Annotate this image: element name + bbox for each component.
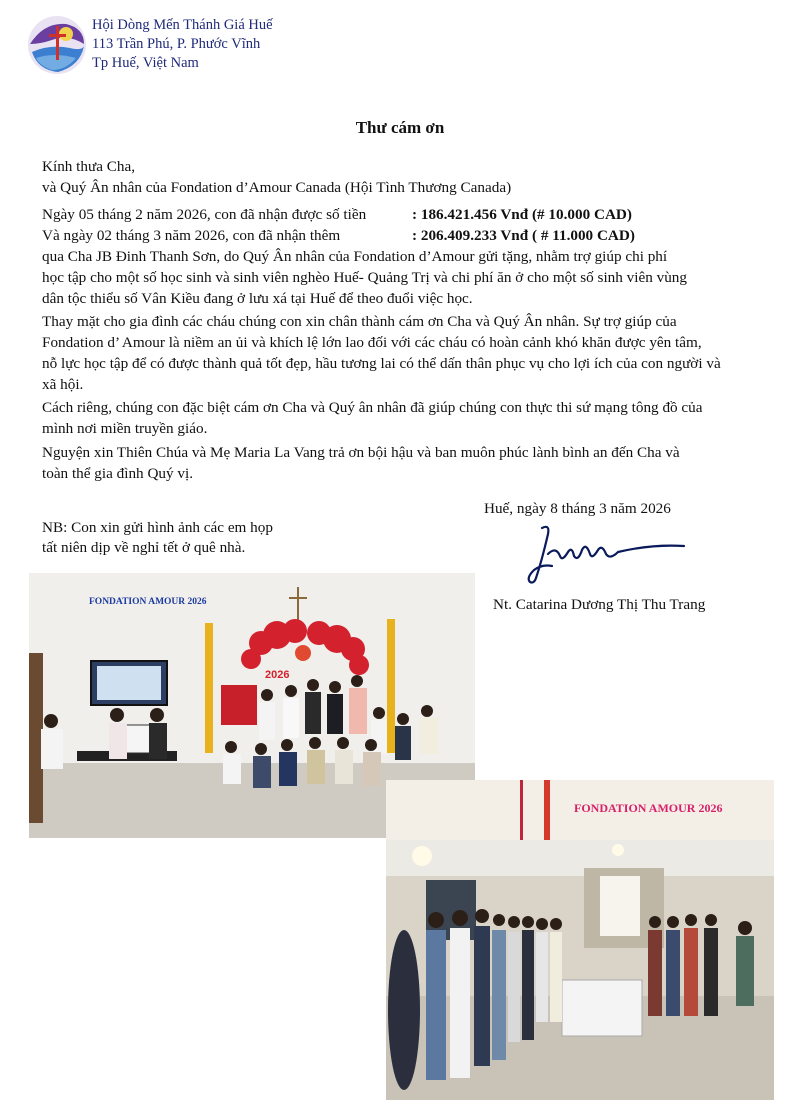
donation-line-1: [42, 204, 758, 225]
paragraph-2-line-4: xã hội.: [42, 376, 84, 393]
paragraph-3-line-1: Cách riêng, chúng con đặc biệt cám ơn Cha và Quý ân nhân đã giúp chúng con thực thi sứ mạng tông đồ của: [42, 399, 703, 416]
photo1-year: 2026: [265, 669, 290, 681]
paragraph-blessing: [42, 442, 758, 484]
paragraph-thanks: [42, 311, 758, 395]
congregation-logo: [26, 14, 88, 76]
salutation-line-1: Kính thưa Cha,: [42, 158, 136, 175]
note: [42, 518, 273, 558]
paragraph-1-line-5: dân tộc thiểu số Vân Kiều đang ở lưu xá tại Huế để theo đuổi việc học.: [42, 290, 473, 307]
paragraph-donations: [42, 204, 758, 309]
photo-hall-image: [386, 780, 774, 1100]
paragraph-4-line-1: Nguyện xin Thiên Chúa và Mẹ Maria La Vang trả ơn bội hậu và ban muôn phúc lành bình an đến Cha và: [42, 444, 680, 461]
donation-2-amount: : 206.409.233 Vnđ ( # 11.000 CAD): [412, 227, 635, 244]
donation-line-2: [42, 225, 758, 246]
note-line-2: tất niên dịp về nghỉ tết ở quê nhà.: [42, 539, 246, 556]
donation-1-date: Ngày 05 tháng 2 năm 2026, con đã nhận được số tiền: [42, 206, 367, 223]
paragraph-mission: [42, 397, 758, 439]
org-name: Hội Dòng Mến Thánh Giá Huế: [92, 17, 273, 33]
paragraph-1-line-3: qua Cha JB Đinh Thanh Sơn, do Quý Ân nhân của Fondation d’Amour gửi tặng, nhằm trợ giúp chi phí: [42, 248, 668, 265]
donation-1-amount: : 186.421.456 Vnđ (# 10.000 CAD): [412, 206, 632, 223]
donation-2-date: Và ngày 02 tháng 3 năm 2026, con đã nhận thêm: [42, 227, 341, 244]
place-date: Huế, ngày 8 tháng 3 năm 2026: [484, 500, 671, 517]
letter-title: Thư cám ơn: [355, 118, 445, 137]
org-street: 113 Trần Phú, P. Phước Vĩnh: [92, 36, 261, 52]
group-photo-hall: [386, 780, 774, 1100]
paragraph-2-line-1: Thay mặt cho gia đình các cháu chúng con xin chân thành cám ơn Cha và Quý Ân nhân. Sự trợ giúp của: [42, 313, 677, 330]
paragraph-4-line-2: toàn thể gia đình Quý vị.: [42, 465, 194, 482]
organization-address: [92, 16, 273, 73]
paragraph-2-line-3: nỗ lực học tập để có được thành quả tốt đẹp, hầu tương lai có thể dấn thân phục vụ cho lợi ích của con người và: [42, 355, 721, 372]
note-line-1: NB: Con xin gửi hình ảnh các em họp: [42, 519, 273, 536]
paragraph-2-line-2: Fondation d’ Amour là niềm an ủi và khích lệ lớn lao đối với các cháu có hoàn cảnh khó khăn được yên tâm,: [42, 334, 702, 351]
handwritten-signature: [512, 520, 692, 590]
paragraph-1-line-4: học tập cho một số học sinh và sinh viên nghèo Huế- Quảng Trị và chi phí ăn ở cho một số sinh viên vùng: [42, 269, 687, 286]
salutation: [42, 156, 758, 198]
photo2-banner-text: FONDATION AMOUR 2026: [574, 801, 723, 815]
org-city: Tp Huế, Việt Nam: [92, 55, 199, 71]
signer-name: Nt. Catarina Dương Thị Thu Trang: [493, 596, 706, 613]
paragraph-3-line-2: mình nơi miền truyền giáo.: [42, 420, 208, 437]
salutation-line-2: và Quý Ân nhân của Fondation d’Amour Canada (Hội Tình Thương Canada): [42, 179, 512, 196]
photo1-banner-text: FONDATION AMOUR 2026: [89, 597, 207, 607]
